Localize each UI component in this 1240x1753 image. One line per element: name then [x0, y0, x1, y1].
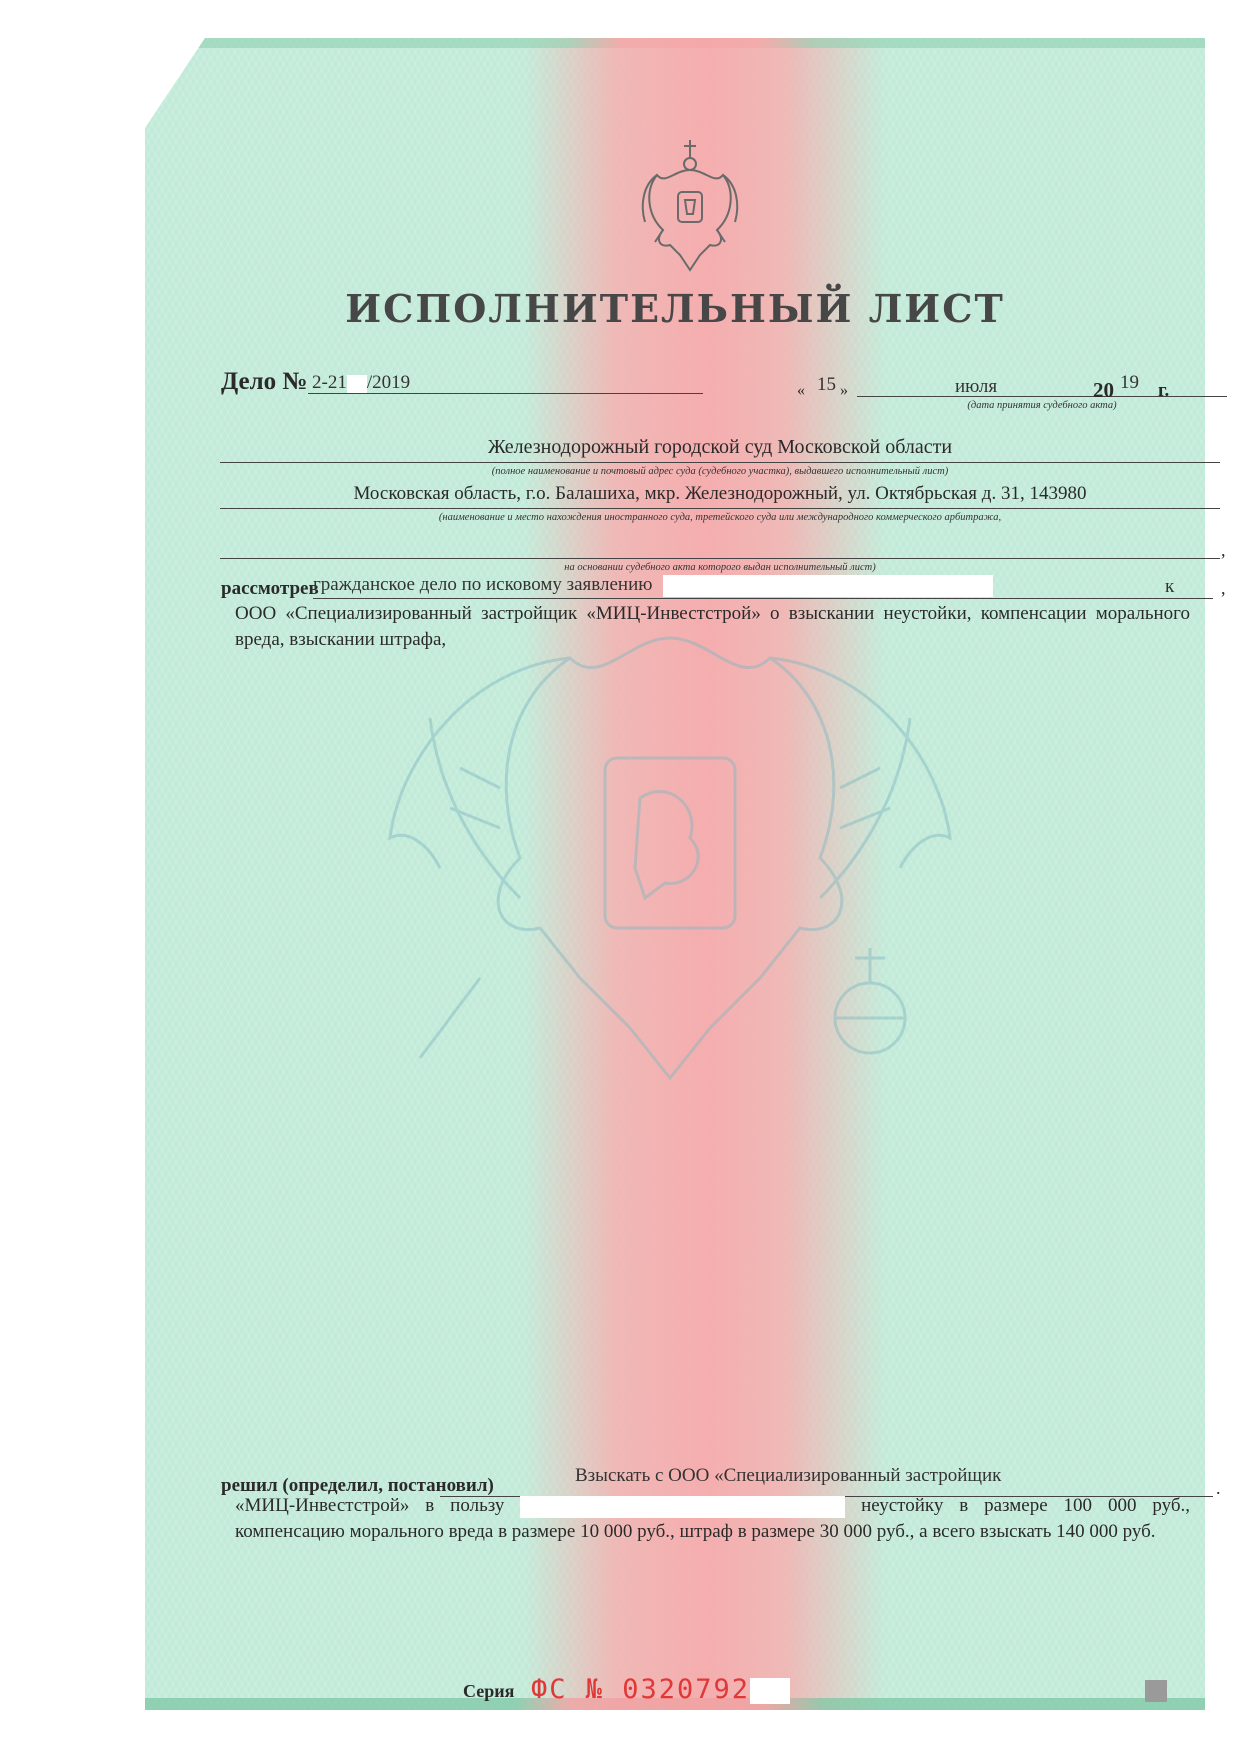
date-month: июля — [955, 376, 998, 397]
case-label: Дело № — [221, 368, 308, 395]
series-number — [531, 1674, 790, 1705]
case-number-year: /2019 — [366, 372, 411, 393]
comma: , — [1221, 578, 1226, 598]
coat-of-arms-icon — [635, 130, 745, 280]
date-line — [857, 396, 1227, 397]
date-close-quote: » — [840, 382, 848, 399]
comma: , — [1221, 540, 1226, 560]
basis-caption: на основании судебного акта которого выдан исполнительный лист) — [564, 562, 876, 573]
date-year-suffix: 19 — [1120, 372, 1139, 393]
plaintiff-redaction — [663, 575, 993, 597]
considered-k: к — [1165, 576, 1175, 597]
date-year-unit: г. — [1158, 380, 1170, 401]
foreign-court-caption: (наименование и место нахождения иностранного суда, третейского суда или международного коммерческого арбитража, — [438, 512, 1002, 523]
decided-body-a: «МИЦ-Инвестстрой» в пользу — [235, 1495, 505, 1516]
decided-body-b: неустойку в размере 100 000 руб., компенсацию морального вреда в размере 10 000 руб., штраф в размере 30 000 руб., а всего взыскать 140 000 руб. — [235, 1495, 1190, 1542]
date-day: 15 — [817, 374, 836, 395]
date-caption: (дата принятия судебного акта) — [967, 400, 1117, 411]
decided-label: решил (определил, постановил) — [221, 1475, 494, 1496]
court-name: Железнодорожный городской суд Московской области — [487, 436, 953, 458]
date-year-prefix: 20 — [1093, 378, 1114, 402]
decided-dot: . — [1216, 1478, 1221, 1498]
case-number-prefix: 2-21 — [312, 372, 347, 393]
date-open-quote: « — [797, 382, 805, 399]
page-corner-fold — [145, 38, 205, 128]
considered-label: рассмотрев — [221, 578, 319, 599]
document-title: ИСПОЛНИТЕЛЬНЫЙ ЛИСТ — [345, 286, 1005, 331]
case-number — [312, 372, 410, 394]
series-redaction — [750, 1678, 790, 1704]
beneficiary-redaction — [520, 1496, 845, 1518]
qr-mark-icon — [1145, 1680, 1167, 1702]
considered-body: ООО «Специализированный застройщик «МИЦ-Инвестстрой» о взыскании неустойки, компенсации морального вреда, взыскании штрафа, — [235, 603, 1190, 650]
court-caption: (полное наименование и почтовый адрес суда (судебного участка), выдавшего исполнительный лист) — [491, 466, 949, 477]
document-sheet — [145, 38, 1226, 1710]
considered-text — [313, 574, 1183, 597]
background-emblem-icon — [370, 598, 970, 1118]
considered-phrase: гражданское дело по исковому заявлению — [313, 574, 653, 595]
case-number-redaction — [347, 375, 367, 393]
decided-body — [235, 1493, 1190, 1545]
court-address: Московская область, г.о. Балашиха, мкр. Железнодорожный, ул. Октябрьская д. 31, 143980 — [353, 483, 1087, 504]
series-number-value: ФС № 0320792 — [531, 1674, 751, 1705]
series-label: Серия — [463, 1681, 515, 1701]
blank-line — [220, 558, 1220, 559]
decided-text: Взыскать с ООО «Специализированный застройщик — [575, 1465, 1002, 1486]
